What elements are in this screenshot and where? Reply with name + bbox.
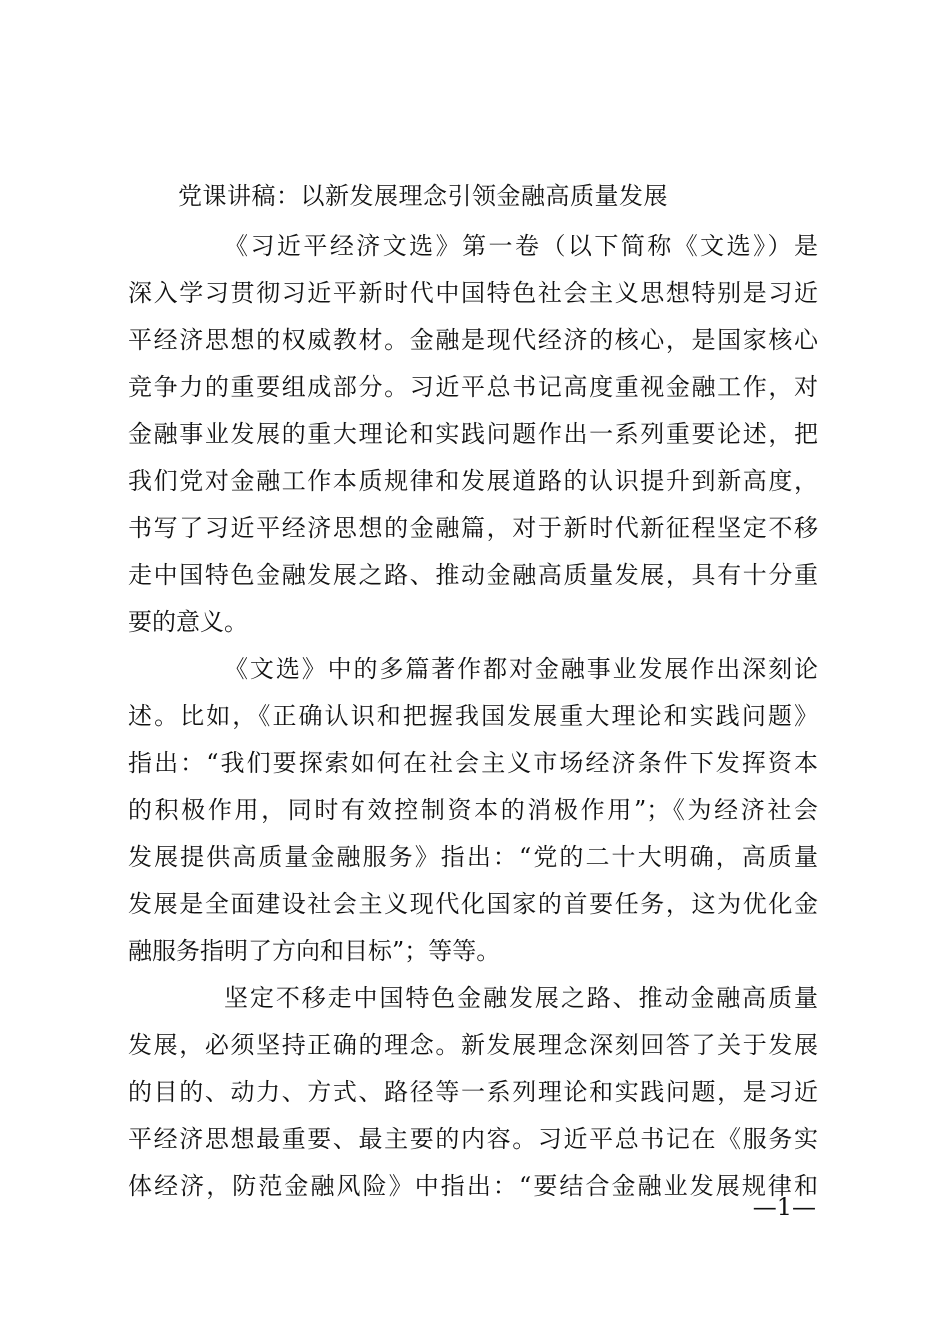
text-line: 平经济思想最重要、最主要的内容。习近平总书记在《服务实 (128, 1125, 818, 1153)
text-line: 的目的、动力、方式、路径等一系列理论和实践问题，是习近 (128, 1078, 818, 1106)
text-line: 发展是全面建设社会主义现代化国家的首要任务，这为优化金 (128, 890, 818, 918)
text-line: 走中国特色金融发展之路、推动金融高质量发展，具有十分重 (128, 561, 818, 589)
text-line: 金融事业发展的重大理论和实践问题作出一系列重要论述，把 (128, 420, 818, 448)
text-line: 书写了习近平经济思想的金融篇，对于新时代新征程坚定不移 (128, 514, 818, 542)
text-line: 竞争力的重要组成部分。习近平总书记高度重视金融工作，对 (128, 373, 818, 401)
text-line: 的积极作用，同时有效控制资本的消极作用”；《为经济社会 (128, 796, 818, 824)
text-line: 平经济思想的权威教材。金融是现代经济的核心，是国家核心 (128, 326, 818, 354)
document-body (128, 223, 818, 1210)
text-line: 融服务指明了方向和目标”；等等。 (128, 937, 501, 965)
text-line: 坚定不移走中国特色金融发展之路、推动金融高质量 (224, 984, 818, 1012)
paragraph-2 (128, 646, 818, 975)
paragraph-3 (128, 975, 818, 1210)
text-line: 述。比如，《正确认识和把握我国发展重大理论和实践问题》 (128, 702, 818, 730)
text-line: 发展提供高质量金融服务》指出：“党的二十大明确，高质量 (128, 843, 818, 871)
document-title: 党课讲稿：以新发展理念引领金融高质量发展 (178, 182, 668, 210)
text-line: 体经济，防范金融风险》中指出：“要结合金融业发展规律和 (128, 1172, 818, 1200)
text-line: 我们党对金融工作本质规律和发展道路的认识提升到新高度， (128, 467, 818, 495)
text-line: 深入学习贯彻习近平新时代中国特色社会主义思想特别是习近 (128, 279, 818, 307)
text-line: 要的意义。 (128, 608, 248, 636)
page-number: —1— (752, 1193, 816, 1221)
text-line: 指出：“我们要探索如何在社会主义市场经济条件下发挥资本 (128, 749, 818, 777)
text-line: 《文选》中的多篇著作都对金融事业发展作出深刻论 (224, 655, 818, 683)
text-line: 发展，必须坚持正确的理念。新发展理念深刻回答了关于发展 (128, 1031, 818, 1059)
text-line: 《习近平经济文选》第一卷（以下简称《文选》）是 (224, 232, 818, 260)
paragraph-1 (128, 223, 818, 646)
